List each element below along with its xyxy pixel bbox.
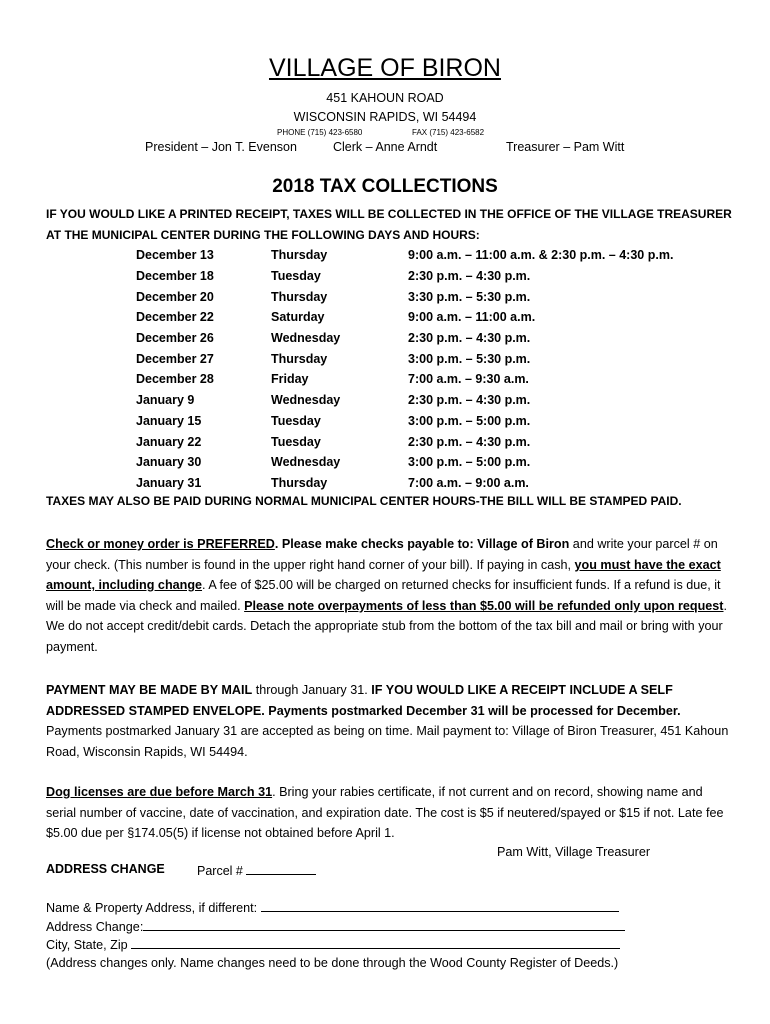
name-address-row xyxy=(46,899,625,918)
payment-text-2: . A fee of $25.00 will be charged on returned checks for insufficient funds. If a refund is due, it will be made via check and mailed. xyxy=(46,578,721,613)
schedule-day: Thursday xyxy=(271,248,328,263)
schedule-hours: 2:30 p.m. – 4:30 p.m. xyxy=(408,269,531,284)
schedule-date: January 30 xyxy=(136,455,202,470)
payment-paragraph xyxy=(46,534,732,658)
parcel-blank[interactable] xyxy=(246,862,316,875)
payment-text-3: . We do not accept credit/debit cards. Detach the appropriate stub from the bottom of the tax bill and mail or bring with your payment. xyxy=(46,598,728,654)
intro-text: IF YOU WOULD LIKE A PRINTED RECEIPT, TAXES WILL BE COLLECTED IN THE OFFICE OF THE VILLAGE TREASURER AT THE MUNICIPAL CENTER DURING THE FOLLOWING DAYS AND HOURS: xyxy=(46,207,732,242)
address-line-1: 451 KAHOUN ROAD xyxy=(326,91,444,105)
page-title: VILLAGE OF BIRON xyxy=(268,54,501,82)
schedule-date: December 26 xyxy=(136,331,214,346)
address-line-2: WISCONSIN RAPIDS, WI 54494 xyxy=(293,110,477,124)
schedule-day: Tuesday xyxy=(271,269,321,284)
schedule-day: Tuesday xyxy=(271,413,321,428)
dog-license-text: . Bring your rabies certificate, if not current and on record, showing name and serial number of vaccine, date of vaccination, and expiration date. The cost is $5 if neutered/spayed or $15 if not. Late fee $5.00 due per §174.05(5) if license not obtained before April 1. xyxy=(46,785,724,841)
schedule-day: Wednesday xyxy=(271,393,341,408)
city-state-zip-blank[interactable] xyxy=(131,936,620,949)
schedule-row xyxy=(136,286,673,307)
mail-paragraph xyxy=(46,680,732,762)
preferred-text: Check or money order is PREFERRED xyxy=(46,537,275,551)
schedule-date: December 13 xyxy=(136,248,214,263)
schedule-date: January 31 xyxy=(136,475,202,490)
schedule-date: December 18 xyxy=(136,269,214,284)
schedule-day: Tuesday xyxy=(271,434,321,449)
address-change-field-label: Address Change: xyxy=(46,919,144,934)
address-change-blank[interactable] xyxy=(143,918,625,931)
schedule-row xyxy=(136,390,673,411)
receipt-text: IF YOU WOULD LIKE A RECEIPT INCLUDE A SELF ADDRESSED STAMPED ENVELOPE. Payments postmarked December 31 will be processed for December. xyxy=(46,683,681,718)
mail-text-2: Payments postmarked January 31 are accepted as being on time. Mail payment to: Village of Biron Treasurer, 451 Kahoun Road, Wisconsin Rapids, WI 54494. xyxy=(46,724,729,759)
exact-amount-text: you must have the exact amount, including change xyxy=(46,557,721,593)
schedule-day: Friday xyxy=(271,372,309,387)
schedule-day: Thursday xyxy=(271,351,328,366)
taxes-note: TAXES MAY ALSO BE PAID DURING NORMAL MUNICIPAL CENTER HOURS-THE BILL WILL BE STAMPED PAID. xyxy=(46,494,682,508)
schedule-row xyxy=(136,431,673,452)
treasurer-name: Treasurer – Pam Witt xyxy=(506,140,625,154)
schedule-row xyxy=(136,348,673,369)
schedule-day: Thursday xyxy=(271,289,328,304)
name-address-label: Name & Property Address, if different: xyxy=(46,901,258,915)
fax-number: FAX (715) 423-6582 xyxy=(412,128,485,137)
overpayment-text: Please note overpayments of less than $5.00 will be refunded only upon request xyxy=(244,598,724,613)
schedule-date: December 27 xyxy=(136,351,214,366)
schedule-hours: 2:30 p.m. – 4:30 p.m. xyxy=(408,331,531,346)
address-change-label: ADDRESS CHANGE xyxy=(46,862,165,876)
address-change-row xyxy=(46,918,625,937)
schedule-date: January 9 xyxy=(136,393,195,408)
schedule-date: January 22 xyxy=(136,434,202,449)
schedule-hours: 3:30 p.m. – 5:30 p.m. xyxy=(408,289,531,304)
schedule-row xyxy=(136,452,673,473)
schedule-hours: 2:30 p.m. – 4:30 p.m. xyxy=(408,434,531,449)
schedule-hours: 3:00 p.m. – 5:30 p.m. xyxy=(408,351,531,366)
dog-license-lead: Dog licenses are due before March 31 xyxy=(46,785,273,799)
schedule-hours: 3:00 p.m. – 5:00 p.m. xyxy=(408,455,531,470)
schedule-day: Thursday xyxy=(271,475,328,490)
schedule-hours: 3:00 p.m. – 5:00 p.m. xyxy=(408,413,531,428)
payment-text-1: and write your parcel # on your check. (This number is found in the upper right hand corner of your bill). If paying in cash, xyxy=(46,537,718,572)
parcel-label: Parcel # xyxy=(197,864,243,878)
schedule-row xyxy=(136,307,673,328)
mail-lead: PAYMENT MAY BE MADE BY MAIL xyxy=(46,683,253,697)
schedule-row xyxy=(136,328,673,349)
signature: Pam Witt, Village Treasurer xyxy=(497,845,651,859)
payable-text: . Please make checks payable to: Village of Biron xyxy=(274,537,570,551)
schedule-day: Wednesday xyxy=(271,455,341,470)
schedule-date: December 22 xyxy=(136,310,214,325)
mail-text-1: through January 31. xyxy=(252,683,372,697)
dog-license-paragraph xyxy=(46,782,732,844)
schedule-row xyxy=(136,411,673,432)
parcel-field xyxy=(197,862,316,878)
schedule-row xyxy=(136,266,673,287)
section-heading: 2018 TAX COLLECTIONS xyxy=(272,176,498,197)
schedule-date: December 20 xyxy=(136,289,214,304)
address-change-note: (Address changes only. Name changes need to be done through the Wood County Register of Deeds.) xyxy=(46,955,619,970)
schedule-date: December 28 xyxy=(136,372,214,387)
schedule-day: Wednesday xyxy=(271,331,341,346)
schedule-row xyxy=(136,369,673,390)
schedule-row xyxy=(136,245,673,266)
schedule-hours: 7:00 a.m. – 9:00 a.m. xyxy=(408,475,529,490)
address-change-form xyxy=(46,899,625,972)
schedule-hours: 7:00 a.m. – 9:30 a.m. xyxy=(408,372,529,387)
city-state-zip-row xyxy=(46,936,625,955)
president-name: President – Jon T. Evenson xyxy=(145,140,297,154)
schedule-day: Saturday xyxy=(271,310,325,325)
phone-number: PHONE (715) 423-6580 xyxy=(277,128,363,137)
city-state-zip-label: City, State, Zip xyxy=(46,938,128,952)
schedule-hours: 9:00 a.m. – 11:00 a.m. & 2:30 p.m. – 4:30 p.m. xyxy=(408,248,674,263)
clerk-name: Clerk – Anne Arndt xyxy=(333,140,438,154)
schedule-hours: 2:30 p.m. – 4:30 p.m. xyxy=(408,393,531,408)
name-address-blank[interactable] xyxy=(261,899,619,912)
schedule-date: January 15 xyxy=(136,413,202,428)
schedule-hours: 9:00 a.m. – 11:00 a.m. xyxy=(408,310,536,325)
collection-schedule xyxy=(136,245,673,493)
schedule-row xyxy=(136,473,673,494)
